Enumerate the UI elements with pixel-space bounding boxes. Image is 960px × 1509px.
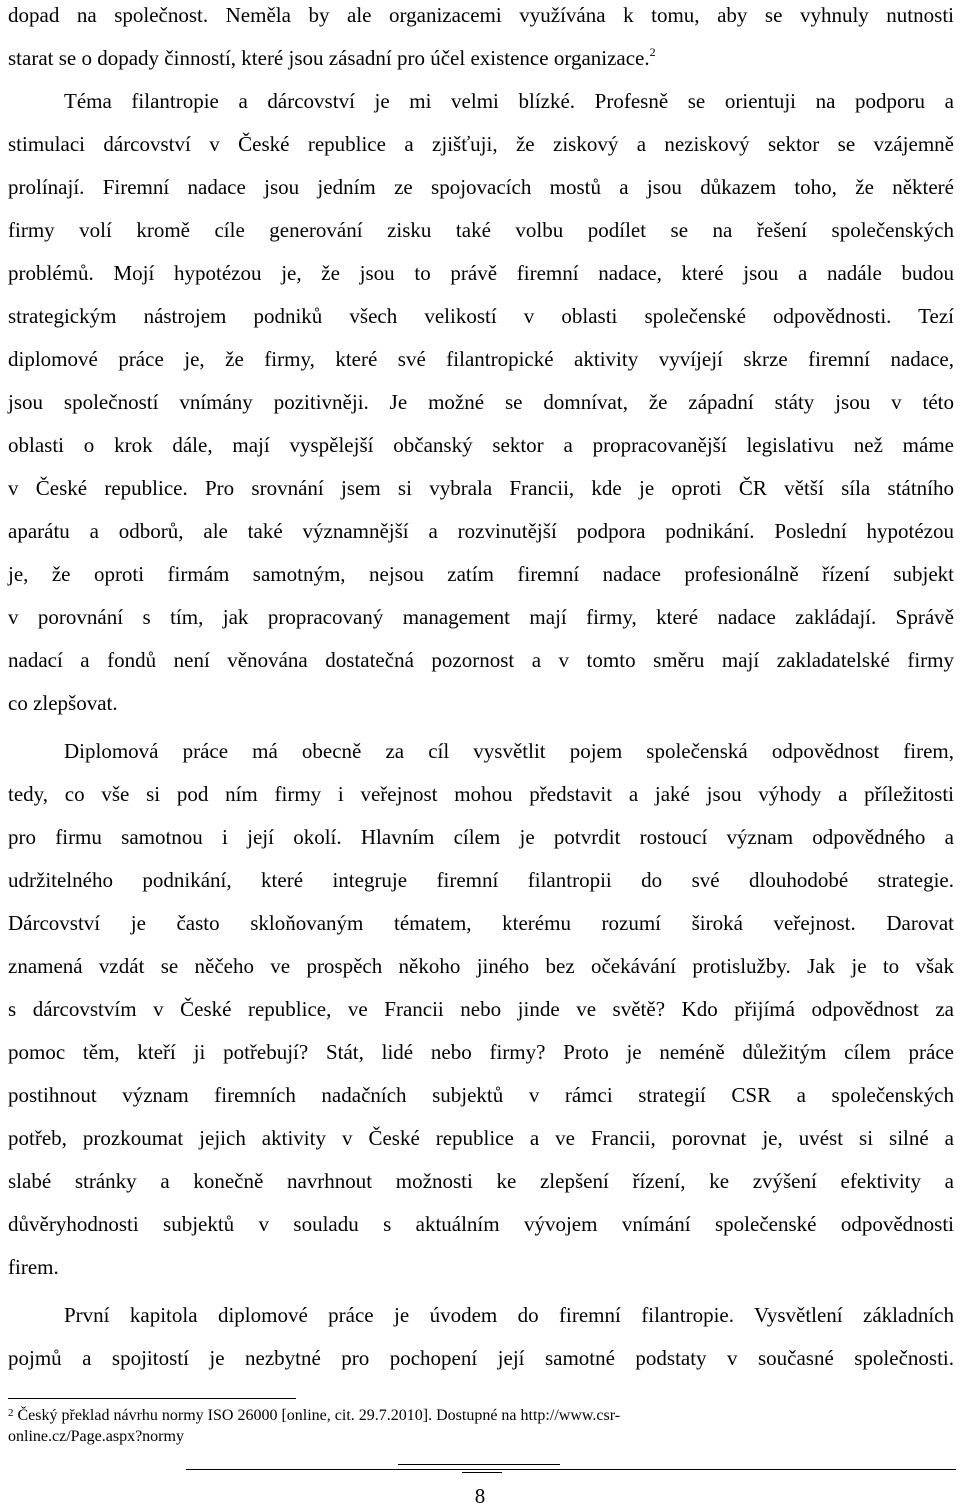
footnote-reference[interactable]: 2: [649, 45, 656, 59]
body-line: diplomové práce je, že firmy, které své filantropické aktivity vyvíjejí skrze firemní nadace,: [8, 347, 954, 371]
body-line: v porovnání s tím, jak propracovaný management mají firmy, které nadace zakládají. Správě: [8, 605, 954, 629]
body-line: firem.: [8, 1255, 59, 1279]
body-line: co zlepšovat.: [8, 691, 118, 715]
body-line: potřeb, prozkoumat jejich aktivity v České republice a ve Francii, porovnat je, uvést si silné a: [8, 1126, 954, 1150]
body-line: postihnout význam firemních nadačních subjektů v rámci strategií CSR a společenských: [8, 1083, 954, 1107]
body-line: pojmů a spojitostí je nezbytné pro pochopení její samotné podstaty v současné společnosti.: [8, 1346, 954, 1370]
footnote: [8, 1406, 952, 1426]
footnote-number: 2: [8, 1407, 14, 1419]
body-line: nadací a fondů není věnována dostatečná pozornost a v tomto směru mají zakladatelské firmy: [8, 648, 954, 672]
footnote-separator: [8, 1398, 296, 1399]
body-line: pomoc těm, kteří ji potřebují? Stát, lidé nebo firmy? Proto je neméně důležitým cílem práce: [8, 1040, 954, 1064]
body-line: pro firmu samotnou i její okolí. Hlavním cílem je potvrdit rostoucí význam odpovědného a: [8, 825, 954, 849]
body-line: dopad na společnost. Neměla by ale organizacemi využívána k tomu, aby se vyhnuly nutnosti: [8, 3, 954, 27]
body-line: problémů. Mojí hypotézou je, že jsou to právě firemní nadace, které jsou a nadále budou: [8, 261, 954, 285]
body-line: důvěryhodnosti subjektů v souladu s aktuálním vývojem vnímání společenské odpovědnosti: [8, 1212, 954, 1236]
body-line: prolínají. Firemní nadace jsou jedním ze spojovacích mostů a jsou důkazem toho, že některé: [8, 175, 954, 199]
body-line: udržitelného podnikání, které integruje firemní filantropii do své dlouhodobé strategie.: [8, 868, 954, 892]
body-line: s dárcovstvím v České republice, ve Francii nebo jinde ve světě? Kdo přijímá odpovědnost za: [8, 997, 954, 1021]
body-line: firmy volí kromě cíle generování zisku také volbu podílet se na řešení společenských: [8, 218, 954, 242]
body-line: stimulaci dárcovství v České republice a zjišťuji, že ziskový a neziskový sektor se vzájemně: [8, 132, 954, 156]
body-line: Téma filantropie a dárcovství je mi velmi blízké. Profesně se orientuji na podporu a: [64, 89, 954, 113]
footnote-text-line: online.cz/Page.aspx?normy: [8, 1428, 184, 1445]
body-line: strategickým nástrojem podniků všech velikostí v oblasti společenské odpovědnosti. Tezí: [8, 304, 954, 328]
body-line-text: starat se o dopady činností, které jsou zásadní pro účel existence organizace.: [8, 46, 650, 70]
body-line: Dárcovství je často skloňovaným tématem, kterému rozumí široká veřejnost. Darovat: [8, 911, 954, 935]
footer-rule-short: [398, 1464, 560, 1465]
body-line: slabé stránky a konečně navrhnout možnosti ke zlepšení řízení, ke zvýšení efektivity a: [8, 1169, 954, 1193]
footer-rule: [186, 1469, 956, 1470]
body-line: v České republice. Pro srovnání jsem si vybrala Francii, kde je oproti ČR větší síla státního: [8, 476, 954, 500]
footnote-text-line: Český překlad návrhu normy ISO 26000 [online, cit. 29.7.2010]. Dostupné na http://www.csr-: [13, 1407, 621, 1424]
body-line: aparátu a odborů, ale také významnější a rozvinutější podpora podnikání. Poslední hypotézou: [8, 519, 954, 543]
body-line: Diplomová práce má obecně za cíl vysvětlit pojem společenská odpovědnost firem,: [64, 739, 954, 763]
footer-rule-center: [462, 1472, 502, 1473]
body-line: [8, 45, 954, 71]
page-number: 8: [474, 1484, 486, 1508]
body-line: jsou společností vnímány pozitivněji. Je možné se domnívat, že západní státy jsou v této: [8, 390, 954, 414]
body-line: První kapitola diplomové práce je úvodem do firemní filantropie. Vysvětlení základních: [64, 1303, 954, 1327]
body-line: je, že oproti firmám samotným, nejsou zatím firemní nadace profesionálně řízení subjekt: [8, 562, 954, 586]
body-line: oblasti o krok dále, mají vyspělejší občanský sektor a propracovanější legislativu než máme: [8, 433, 954, 457]
body-line: tedy, co vše si pod ním firmy i veřejnost mohou představit a jaké jsou výhody a příležitosti: [8, 782, 954, 806]
body-line: znamená vzdát se něčeho ve prospěch někoho jiného bez očekávání protislužby. Jak je to však: [8, 954, 954, 978]
